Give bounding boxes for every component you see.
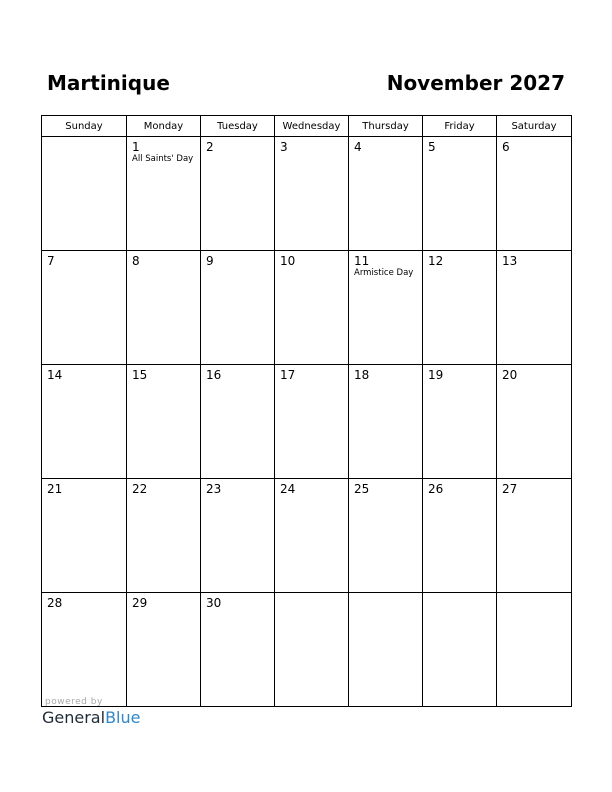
weekday-header: Saturday <box>497 116 572 137</box>
day-cell <box>275 365 349 479</box>
brand-name-part2: Blue <box>105 708 141 727</box>
weekday-header: Sunday <box>42 116 127 137</box>
day-cell <box>423 365 497 479</box>
day-cell <box>201 137 275 251</box>
day-number: 23 <box>206 482 222 496</box>
week-row <box>42 137 572 251</box>
day-cell <box>201 593 275 707</box>
day-number: 6 <box>502 140 510 154</box>
day-cell <box>127 251 201 365</box>
day-cell <box>201 251 275 365</box>
day-number: 17 <box>280 368 296 382</box>
day-number: 7 <box>47 254 55 268</box>
month-year-title: November 2027 <box>386 71 565 95</box>
day-cell <box>127 365 201 479</box>
day-number: 9 <box>206 254 214 268</box>
weekday-header: Friday <box>423 116 497 137</box>
day-cell <box>497 479 572 593</box>
day-cell <box>275 251 349 365</box>
day-cell <box>275 479 349 593</box>
day-cell <box>275 593 349 707</box>
region-title: Martinique <box>47 71 170 95</box>
day-number: 11 <box>354 254 370 268</box>
day-cell <box>42 251 127 365</box>
week-row <box>42 593 572 707</box>
day-cell <box>201 365 275 479</box>
day-cell <box>201 479 275 593</box>
day-number: 24 <box>280 482 296 496</box>
day-number: 18 <box>354 368 370 382</box>
day-cell <box>349 137 423 251</box>
powered-by-label: powered by <box>45 697 103 707</box>
holiday-label: Armistice Day <box>354 268 414 278</box>
day-number: 1 <box>132 140 140 154</box>
day-cell <box>42 479 127 593</box>
day-number: 13 <box>502 254 518 268</box>
day-cell <box>423 593 497 707</box>
week-row <box>42 365 572 479</box>
day-cell <box>42 593 127 707</box>
day-number: 12 <box>428 254 444 268</box>
day-number: 16 <box>206 368 222 382</box>
day-cell <box>275 137 349 251</box>
week-row <box>42 251 572 365</box>
day-cell <box>349 365 423 479</box>
day-number: 3 <box>280 140 288 154</box>
day-number: 25 <box>354 482 370 496</box>
day-number: 20 <box>502 368 518 382</box>
day-number: 22 <box>132 482 148 496</box>
day-cell <box>497 137 572 251</box>
day-number: 29 <box>132 596 148 610</box>
day-cell <box>423 137 497 251</box>
day-number: 5 <box>428 140 436 154</box>
day-number: 14 <box>47 368 63 382</box>
day-cell <box>42 137 127 251</box>
week-row <box>42 479 572 593</box>
weekday-header: Tuesday <box>201 116 275 137</box>
day-number: 8 <box>132 254 140 268</box>
calendar-grid <box>41 115 572 707</box>
day-number: 27 <box>502 482 518 496</box>
weekday-header-row <box>42 116 572 137</box>
day-cell <box>497 251 572 365</box>
day-cell <box>497 593 572 707</box>
day-number: 15 <box>132 368 148 382</box>
day-number: 21 <box>47 482 63 496</box>
day-cell <box>497 365 572 479</box>
day-cell <box>127 593 201 707</box>
brand-name-part1: General <box>42 708 106 727</box>
weekday-header: Wednesday <box>275 116 349 137</box>
day-cell <box>349 251 423 365</box>
day-cell <box>42 365 127 479</box>
day-cell <box>127 137 201 251</box>
day-cell <box>349 479 423 593</box>
day-cell <box>423 479 497 593</box>
holiday-label: All Saints' Day <box>132 154 194 164</box>
day-cell <box>127 479 201 593</box>
day-cell <box>423 251 497 365</box>
brand-logo <box>42 708 140 727</box>
weekday-header: Monday <box>127 116 201 137</box>
day-number: 10 <box>280 254 296 268</box>
day-number: 30 <box>206 596 222 610</box>
day-number: 2 <box>206 140 214 154</box>
day-number: 28 <box>47 596 63 610</box>
day-number: 19 <box>428 368 444 382</box>
weekday-header: Thursday <box>349 116 423 137</box>
day-number: 26 <box>428 482 444 496</box>
day-number: 4 <box>354 140 362 154</box>
day-cell <box>349 593 423 707</box>
